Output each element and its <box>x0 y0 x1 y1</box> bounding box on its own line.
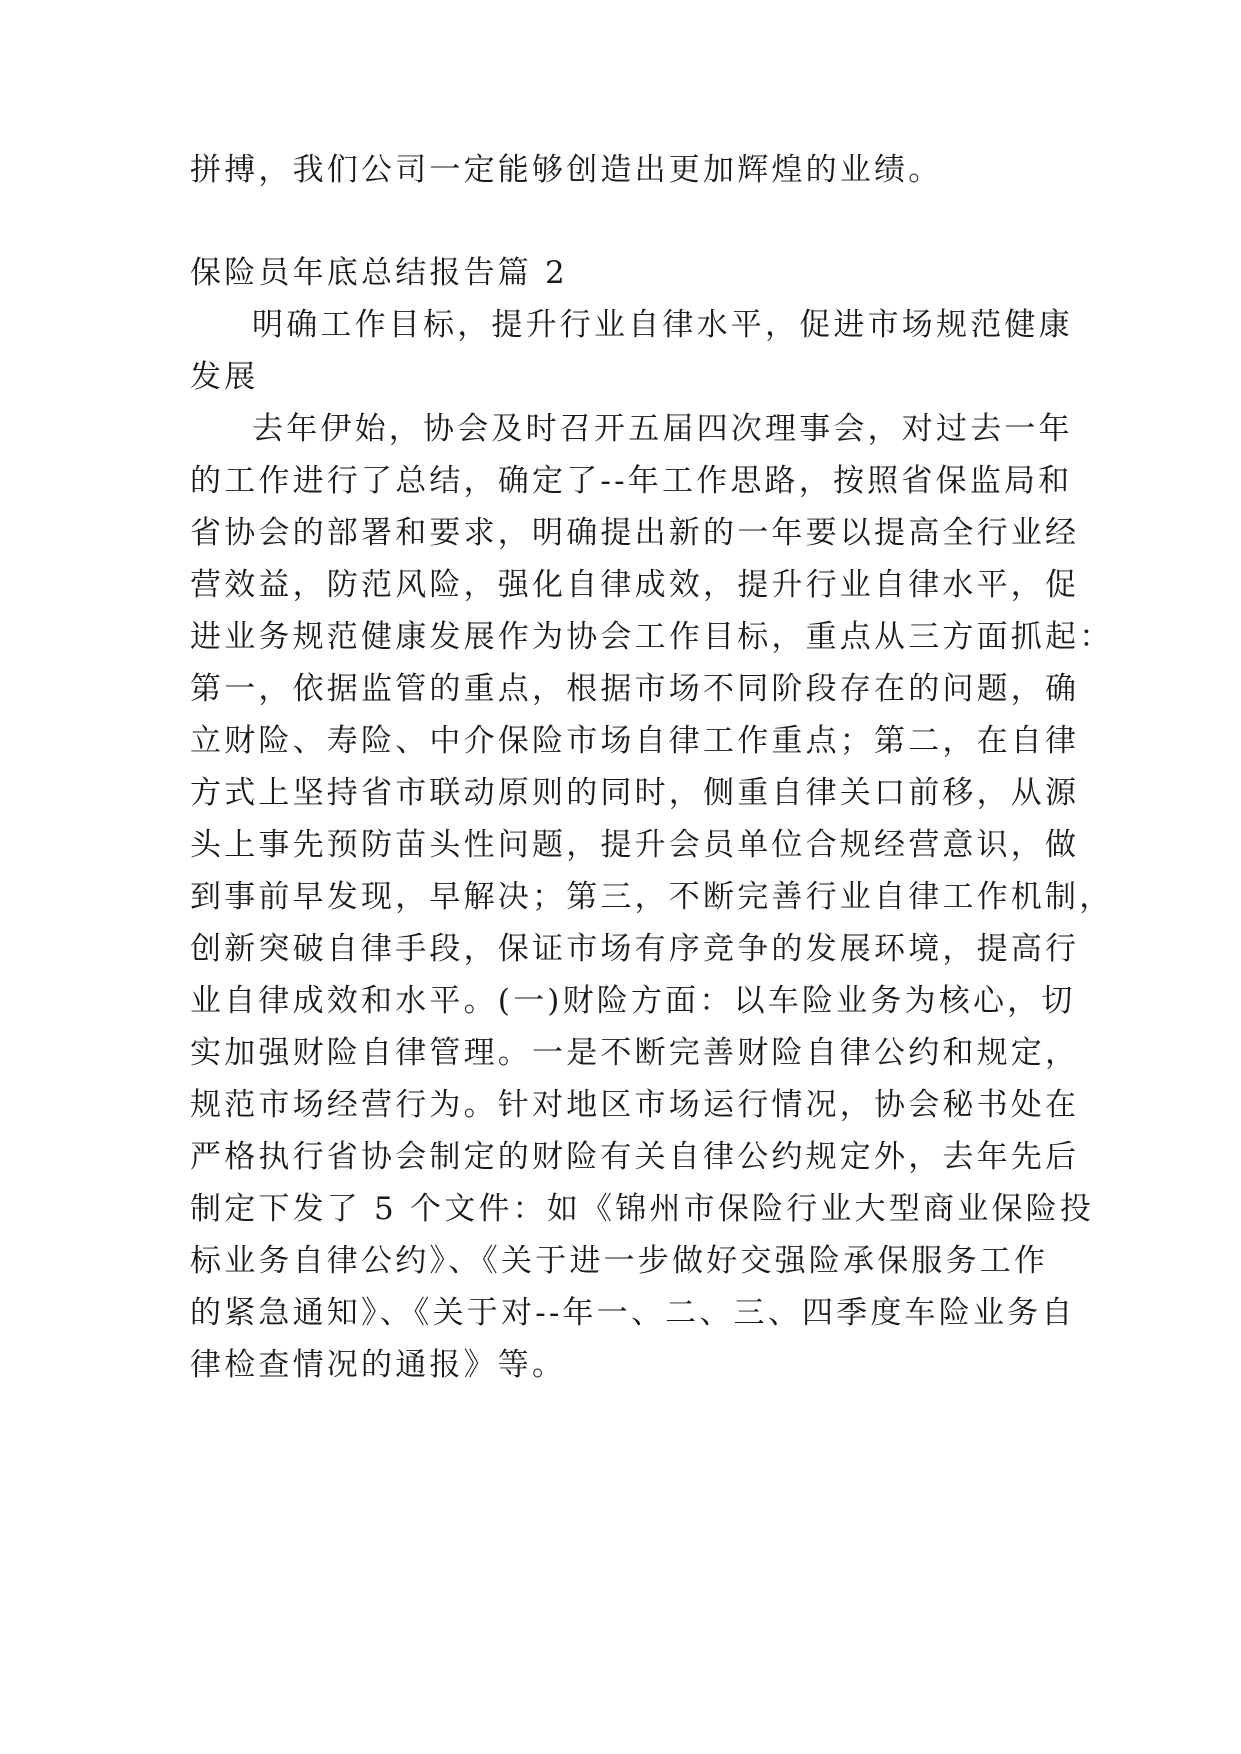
body-line: 到事前早发现，早解决；第三，不断完善行业自律工作机制， <box>190 879 1114 915</box>
body-line: 严格执行省协会制定的财险有关自律公约规定外，去年先后 <box>190 1139 1080 1175</box>
subheading-line: 明确工作目标，提升行业自律水平，促进市场规范健康 <box>252 307 1073 343</box>
body-line: 律检查情况的通报》等。 <box>190 1347 567 1383</box>
body-line: 实加强财险自律管理。一是不断完善财险自律公约和规定， <box>190 1035 1080 1071</box>
body-line: 制定下发了 5 个文件：如《锦州市保险行业大型商业保险投 <box>190 1191 1095 1227</box>
body-line: 业自律成效和水平。(一)财险方面：以车险业务为核心，切 <box>190 983 1076 1019</box>
closing-line: 拼搏，我们公司一定能够创造出更加辉煌的业绩。 <box>190 152 943 188</box>
body-line: 创新突破自律手段，保证市场有序竞争的发展环境，提高行 <box>190 931 1080 967</box>
body-line: 立财险、寿险、中介保险市场自律工作重点；第二，在自律 <box>190 723 1080 759</box>
body-line: 省协会的部署和要求，明确提出新的一年要以提高全行业经 <box>190 515 1080 551</box>
body-line: 第一，依据监管的重点，根据市场不同阶段存在的问题，确 <box>190 671 1080 707</box>
body-line: 营效益，防范风险，强化自律成效，提升行业自律水平，促 <box>190 567 1080 603</box>
section-heading: 保险员年底总结报告篇 2 <box>190 255 568 291</box>
body-line: 规范市场经营行为。针对地区市场运行情况，协会秘书处在 <box>190 1087 1080 1123</box>
body-line: 标业务自律公约》、《关于进一步做好交强险承保服务工作 <box>190 1243 1049 1279</box>
body-line: 方式上坚持省市联动原则的同时，侧重自律关口前移，从源 <box>190 775 1080 811</box>
body-line: 进业务规范健康发展作为协会工作目标，重点从三方面抓起： <box>190 619 1114 655</box>
body-line: 的工作进行了总结，确定了--年工作思路，按照省保监局和 <box>190 463 1073 499</box>
subheading-line: 发展 <box>190 359 259 395</box>
body-line: 的紧急通知》、《关于对--年一、二、三、四季度车险业务自 <box>190 1295 1076 1331</box>
body-line: 去年伊始，协会及时召开五届四次理事会，对过去一年 <box>252 411 1073 447</box>
body-line: 头上事先预防苗头性问题，提升会员单位合规经营意识，做 <box>190 827 1080 863</box>
